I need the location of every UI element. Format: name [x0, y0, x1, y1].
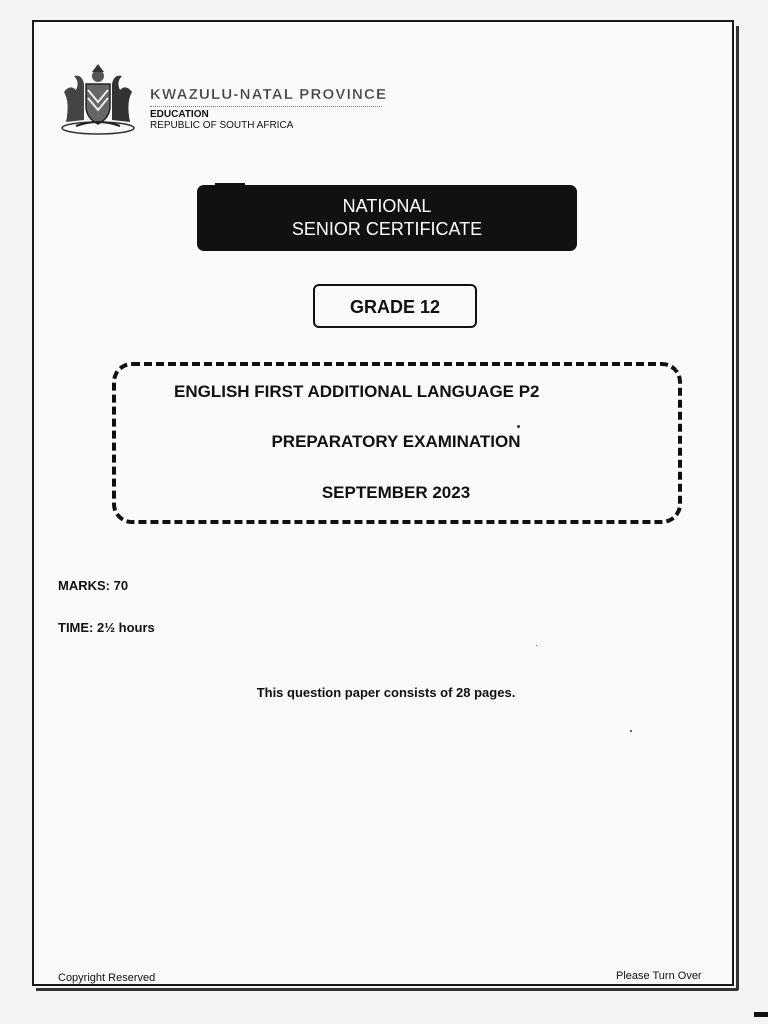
scan-speck: [630, 730, 632, 732]
turn-over-note: Please Turn Over: [616, 970, 702, 982]
scan-speck: [517, 425, 520, 428]
coat-of-arms-icon: [56, 62, 140, 136]
grade-box: GRADE 12: [313, 284, 477, 328]
copyright-note: Copyright Reserved: [58, 972, 156, 984]
country-name: REPUBLIC OF SOUTH AFRICA: [150, 120, 294, 131]
department-name: EDUCATION: [150, 109, 209, 120]
certificate-banner: [197, 185, 577, 251]
banner-line-1: NATIONAL: [342, 196, 432, 216]
exam-date: SEPTEMBER 2023: [321, 483, 471, 502]
marks-label: MARKS: 70: [58, 578, 129, 593]
frame-shadow-right: [736, 26, 739, 990]
scan-edge-mark: [754, 1012, 768, 1017]
scan-speck: [536, 645, 537, 646]
exam-subject: ENGLISH FIRST ADDITIONAL LANGUAGE P2: [174, 382, 540, 401]
page-count-note: This question paper consists of 28 pages.: [256, 685, 516, 700]
exam-type: PREPARATORY EXAMINATION: [271, 432, 521, 451]
banner-line-2: SENIOR CERTIFICATE: [291, 219, 483, 239]
frame-shadow-bottom: [36, 988, 738, 991]
header-divider: [150, 106, 382, 108]
time-label: TIME: 2½ hours: [58, 620, 155, 635]
province-name: KWAZULU-NATAL PROVINCE: [150, 86, 388, 103]
